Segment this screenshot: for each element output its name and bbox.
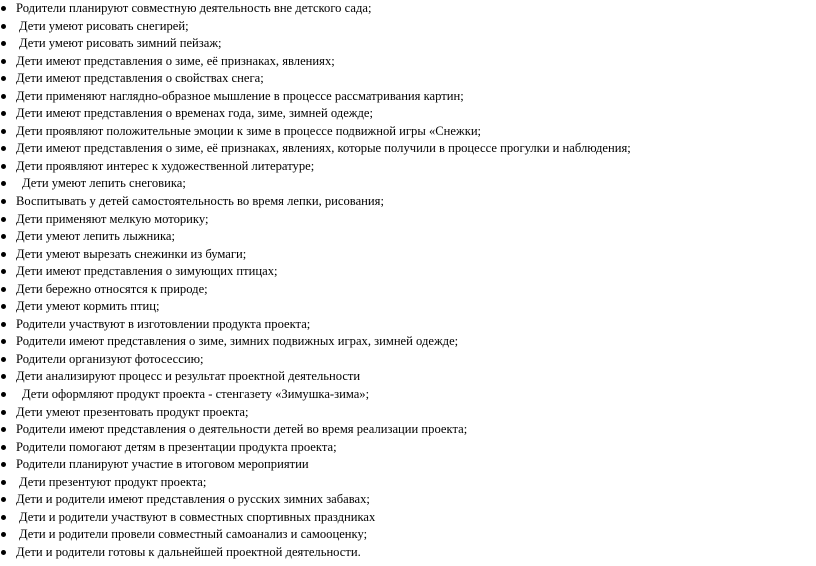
list-item-text: Дети анализируют процесс и результат проектной деятельности [16, 369, 361, 384]
list-item [0, 53, 631, 71]
list-item-text: Дети умеют рисовать снегирей; [19, 18, 189, 33]
list-item-text: Воспитывать у детей самостоятельность во время лепки, рисования; [16, 194, 384, 209]
list-item-text: Дети имеют представления о зиме, её признаках, явлениях, которые получили в процессе прогулки и наблюдения; [16, 141, 631, 156]
list-item [0, 456, 631, 474]
list-item-text: Родители помогают детям в презентации продукта проекта; [16, 439, 337, 454]
list-item [0, 105, 631, 123]
bullet-icon [1, 532, 6, 537]
bullet-icon [1, 111, 6, 116]
list-item [0, 263, 631, 281]
list-item-text: Дети имеют представления о зиме, её признаках, явлениях; [16, 53, 335, 68]
list-item-text: Дети имеют представления о временах года, зиме, зимней одежде; [16, 106, 373, 121]
bullet-icon [1, 287, 6, 292]
bullet-icon [1, 410, 6, 415]
list-item [0, 491, 631, 509]
bullet-icon [1, 357, 6, 362]
list-item-text: Родители планируют участие в итоговом мероприятии [16, 457, 309, 472]
bullet-icon [1, 199, 6, 204]
list-item [0, 211, 631, 229]
list-item-text: Дети умеют кормить птиц; [16, 299, 160, 314]
bullet-icon [1, 445, 6, 450]
list-item [0, 246, 631, 264]
list-item-text: Родители участвуют в изготовлении продукта проекта; [16, 316, 311, 331]
list-item-text: Родители имеют представления о деятельности детей во время реализации проекта; [16, 422, 468, 437]
bullet-icon [1, 234, 6, 239]
list-item [0, 439, 631, 457]
bullet-icon [1, 392, 6, 397]
list-item-text: Дети применяют наглядно-образное мышление в процессе рассматривания картин; [16, 88, 464, 103]
list-item-text: Дети имеют представления о зимующих птицах; [16, 264, 278, 279]
list-item [0, 316, 631, 334]
list-item-text: Дети и родители провели совместный самоанализ и самооценку; [19, 527, 368, 542]
list-item [0, 18, 631, 36]
list-item [0, 298, 631, 316]
list-item [0, 35, 631, 53]
bullet-icon [1, 24, 6, 29]
list-item-text: Дети проявляют интерес к художественной литературе; [16, 158, 315, 173]
list-item [0, 351, 631, 369]
list-item-text: Дети презентуют продукт проекта; [19, 474, 207, 489]
bullet-icon [1, 164, 6, 169]
list-item [0, 474, 631, 492]
list-item [0, 386, 631, 404]
list-item [0, 123, 631, 141]
bullet-icon [1, 269, 6, 274]
list-item-text: Дети проявляют положительные эмоции к зиме в процессе подвижной игры «Снежки; [16, 123, 482, 138]
list-item-text: Дети применяют мелкую моторику; [16, 211, 209, 226]
list-item [0, 526, 631, 544]
bullet-icon [1, 304, 6, 309]
bullet-icon [1, 515, 6, 520]
list-item [0, 158, 631, 176]
list-item [0, 404, 631, 422]
bullet-icon [1, 427, 6, 432]
bullet-icon [1, 322, 6, 327]
bullet-icon [1, 76, 6, 81]
list-item-text: Родители организуют фотосессию; [16, 351, 204, 366]
list-item [0, 175, 631, 193]
list-item [0, 544, 631, 562]
list-item-text: Дети и родители имеют представления о русских зимних забавах; [16, 492, 370, 507]
bullet-icon [1, 181, 6, 186]
list-item-text: Дети умеют лепить снеговика; [22, 176, 186, 191]
list-item [0, 509, 631, 527]
list-item [0, 333, 631, 351]
list-item [0, 421, 631, 439]
list-item-text: Дети бережно относятся к природе; [16, 281, 208, 296]
list-item [0, 70, 631, 88]
list-item-text: Дети имеют представления о свойствах снега; [16, 71, 264, 86]
bullet-icon [1, 59, 6, 64]
list-item [0, 281, 631, 299]
bullet-icon [1, 339, 6, 344]
bullet-icon [1, 252, 6, 257]
list-item-text: Дети и родители готовы к дальнейшей проектной деятельности. [16, 544, 361, 559]
list-item [0, 0, 631, 18]
list-item-text: Дети умеют лепить лыжника; [16, 229, 176, 244]
bullet-icon [1, 374, 6, 379]
list-item [0, 193, 631, 211]
list-item [0, 88, 631, 106]
list-item-text: Дети оформляют продукт проекта - стенгазету «Зимушка-зима»; [22, 387, 370, 402]
bullet-icon [1, 129, 6, 134]
bullet-icon [1, 497, 6, 502]
bullet-icon [1, 462, 6, 467]
list-item-text: Дети и родители участвуют в совместных спортивных праздниках [19, 509, 376, 524]
list-item-text: Дети умеют рисовать зимний пейзаж; [19, 36, 222, 51]
bullet-icon [1, 217, 6, 222]
list-item [0, 140, 631, 158]
bullet-icon [1, 480, 6, 485]
bullet-icon [1, 41, 6, 46]
bullet-icon [1, 6, 6, 11]
bullet-icon [1, 146, 6, 151]
list-item-text: Родители имеют представления о зиме, зимних подвижных играх, зимней одежде; [16, 334, 459, 349]
list-item [0, 228, 631, 246]
bullet-icon [1, 550, 6, 555]
list-item [0, 368, 631, 386]
list-item-text: Родители планируют совместную деятельность вне детского сада; [16, 1, 372, 15]
bullet-icon [1, 94, 6, 99]
list-item-text: Дети умеют вырезать снежинки из бумаги; [16, 246, 247, 261]
list-item-text: Дети умеют презентовать продукт проекта; [16, 404, 249, 419]
